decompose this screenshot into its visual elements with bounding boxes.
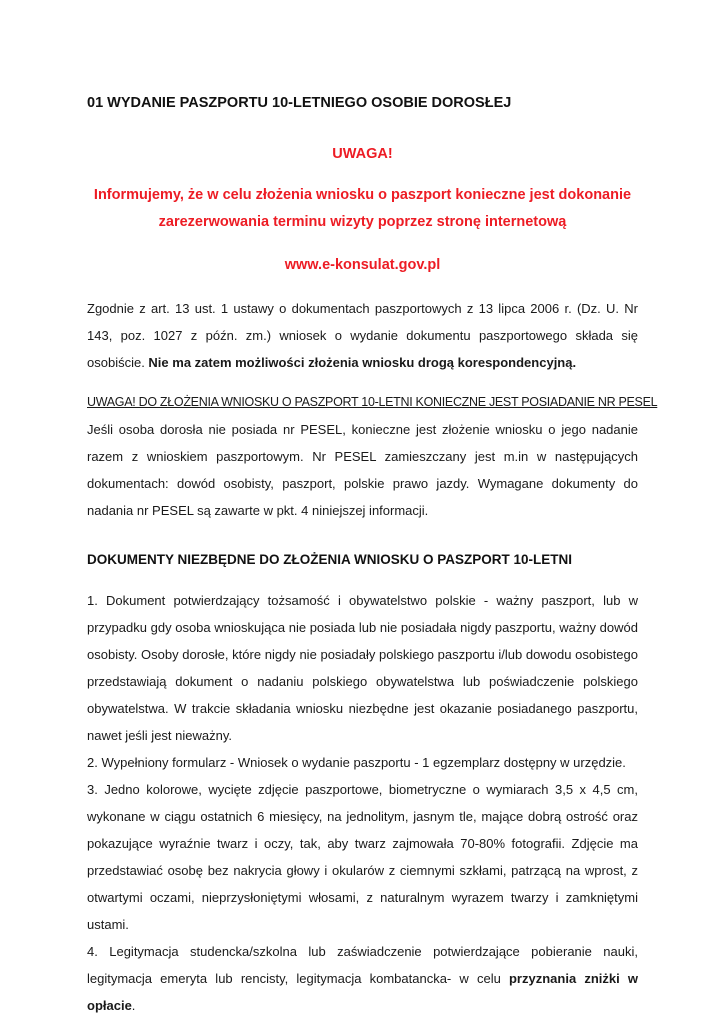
item4-end: . bbox=[131, 998, 136, 1013]
notice-text: Informujemy, że w celu złożenia wniosku o paszport konieczne jest dokonanie zarezerwowania terminu wizyty poprzez stronę internetową bbox=[93, 187, 632, 230]
intro-bold-text: Nie ma zatem możliwości złożenia wniosku drogą korespondencyjną. bbox=[148, 355, 577, 370]
document-item-1: 1. Dokument potwierdzający tożsamość i obywatelstwo polskie - ważny paszport, lub w przypadku gdy osoba wnioskująca nie posiada lub nie posiadała nigdy paszportu, ważny dowód osobisty. Osoby dorosłe, które nigdy nie posiadały polskiego paszportu i/lub dowodu osobistego przedstawiają dokument o nadaniu polskiego obywatelstwa lub poświadczenie polskiego obywatelstwa. W trakcie składania wniosku niezbędne jest okazanie posiadanego paszportu, nawet jeśli jest nieważny. bbox=[87, 593, 638, 743]
item4-bold-text: przyznania zniżki w opłacie bbox=[87, 971, 638, 1013]
pesel-paragraph: Jeśli osoba dorosła nie posiada nr PESEL, konieczne jest złożenie wniosku o jego nadanie razem z wnioskiem paszportowym. Nr PESEL zamieszczany jest m.in w następujących dokumentach: dowód osobisty, paszport, polskie prawo jazdy. Wymagane dokumenty do nadania nr PESEL są zawarte w pkt. 4 niniejszej informacji. bbox=[87, 422, 638, 518]
pesel-heading: UWAGA! DO ZŁOŻENIA WNIOSKU O PASZPORT 10-LETNI KONIECZNE JEST POSIADANIE NR PESEL bbox=[87, 395, 658, 409]
document-item-2: 2. Wypełniony formularz - Wniosek o wydanie paszportu - 1 egzemplarz dostępny w urzędzie. bbox=[87, 755, 626, 770]
document-title: 01 WYDANIE PASZPORTU 10-LETNIEGO OSOBIE DOROSŁEJ bbox=[87, 95, 512, 111]
documents-heading: DOKUMENTY NIEZBĘDNE DO ZŁOŻENIA WNIOSKU O PASZPORT 10-LETNI bbox=[87, 552, 573, 567]
intro-text: Zgodnie z art. 13 ust. 1 ustawy o dokumentach paszportowych z 13 lipca 2006 r. (Dz. U. Nr 143, poz. 1027 z późn. zm.) wniosek o wydanie dokumentu paszportowego składa się osobiście. bbox=[87, 301, 638, 370]
item4-text: 4. Legitymacja studencka/szkolna lub zaświadczenie potwierdzające pobieranie nauki, legitymacja emeryta lub rencisty, legitymacja kombatancka- w celu bbox=[87, 944, 638, 986]
document-item-3: 3. Jedno kolorowe, wycięte zdjęcie paszportowe, biometryczne o wymiarach 3,5 x 4,5 cm, wykonane w ciągu ostatnich 6 miesięcy, na jednolitym, jasnym tle, mające dobrą ostrość oraz pokazujące wyraźnie twarz i oczy, tak, aby twarz zajmowała 70-80% fotografii. Zdjęcie ma przedstawiać osobę bez nakrycia głowy i okularów z ciemnymi szkłami, patrzącą na wprost, z otwartymi oczami, nieprzysłoniętymi włosami, z naturalnym wyrazem twarzy i zamkniętymi ustami. bbox=[87, 782, 638, 932]
intro-paragraph bbox=[87, 295, 638, 376]
document-item-4 bbox=[87, 938, 638, 1019]
notice-heading: UWAGA! bbox=[332, 146, 393, 162]
notice-url: www.e-konsulat.gov.pl bbox=[284, 257, 441, 273]
